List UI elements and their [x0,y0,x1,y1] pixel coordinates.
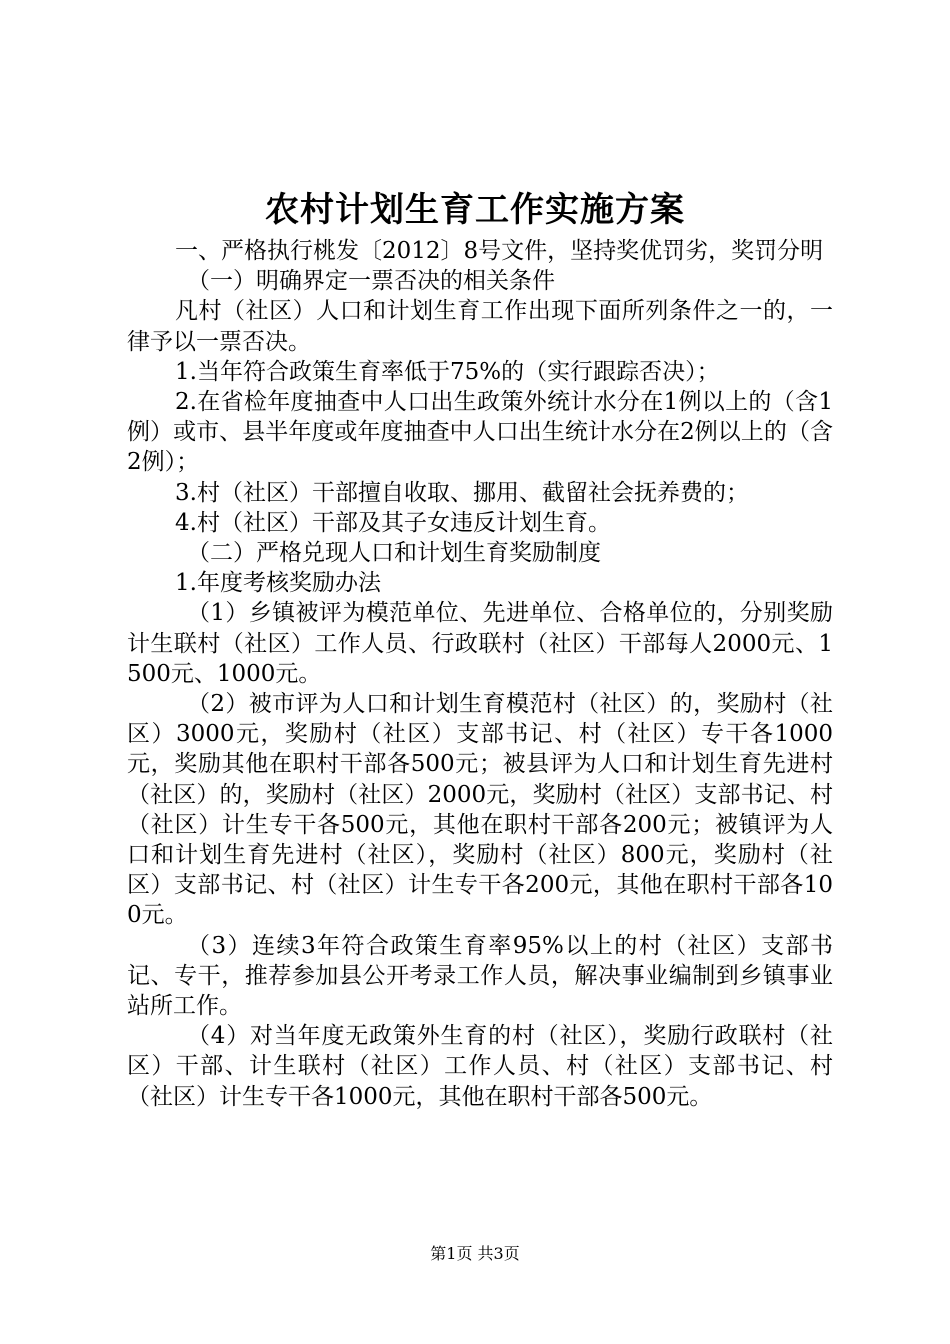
section-heading-1: 一、严格执行桃发〔2012〕8号文件，坚持奖优罚劣，奖罚分明 [175,238,824,264]
reward-item-4: （4）对当年度无政策外生育的村（社区），奖励行政联村（社区）干部、计生联村（社区）工作人员、村（社区）支部书记、村（社区）计生专干各1000元，其他在职村干部各500元。 [127,1023,833,1110]
list-item-2: 2.在省检年度抽查中人口出生政策外统计水分在1例以上的（含1例）或市、县半年度或年度抽查中人口出生统计水分在2例以上的（含2例）； [127,389,833,476]
document-title: 农村计划生育工作实施方案 [265,190,685,230]
list-item-1: 1.当年符合政策生育率低于75%的（实行跟踪否决）； [175,358,720,385]
body-paragraph: 1.年度考核奖励办法 [175,570,381,597]
reward-item-3: （3）连续3年符合政策生育率95%以上的村（社区）支部书记、专干，推荐参加县公开考录工作人员，解决事业编制到乡镇事业站所工作。 [127,932,833,1020]
reward-item-1: （1）乡镇被评为模范单位、先进单位、合格单位的，分别奖励计生联村（社区）工作人员、行政联村（社区）干部每人2000元、1500元、1000元。 [127,600,833,687]
list-item-4: 4.村（社区）干部及其子女违反计划生育。 [175,509,611,536]
page-footer: 第1页 共3页 [430,1244,520,1263]
subsection-heading-2: （二）严格兑现人口和计划生育奖励制度 [187,540,601,567]
subsection-heading-1: （一）明确界定一票否决的相关条件 [187,268,555,295]
body-paragraph: 凡村（社区）人口和计划生育工作出现下面所列条件之一的，一律予以一票否决。 [127,298,833,355]
reward-item-2: （2）被市评为人口和计划生育模范村（社区）的，奖励村（社区）3000元，奖励村（社区）支部书记、村（社区）专干各1000元，奖励其他在职村干部各500元；被县评为人口和计划生育先进村（社区）的，奖励村（社区）2000元，奖励村（社区）支部书记、村（社区）计生专干各500元，其他在职村干部各200元；被镇评为人口和计划生育先进村（社区），奖励村（社区）800元，奖励村（社区）支部书记、村（社区）计生专干各200元，其他在职村干部各100元。 [127,691,833,929]
list-item-3: 3.村（社区）干部擅自收取、挪用、截留社会抚养费的； [175,479,749,506]
document-body [127,236,833,1112]
